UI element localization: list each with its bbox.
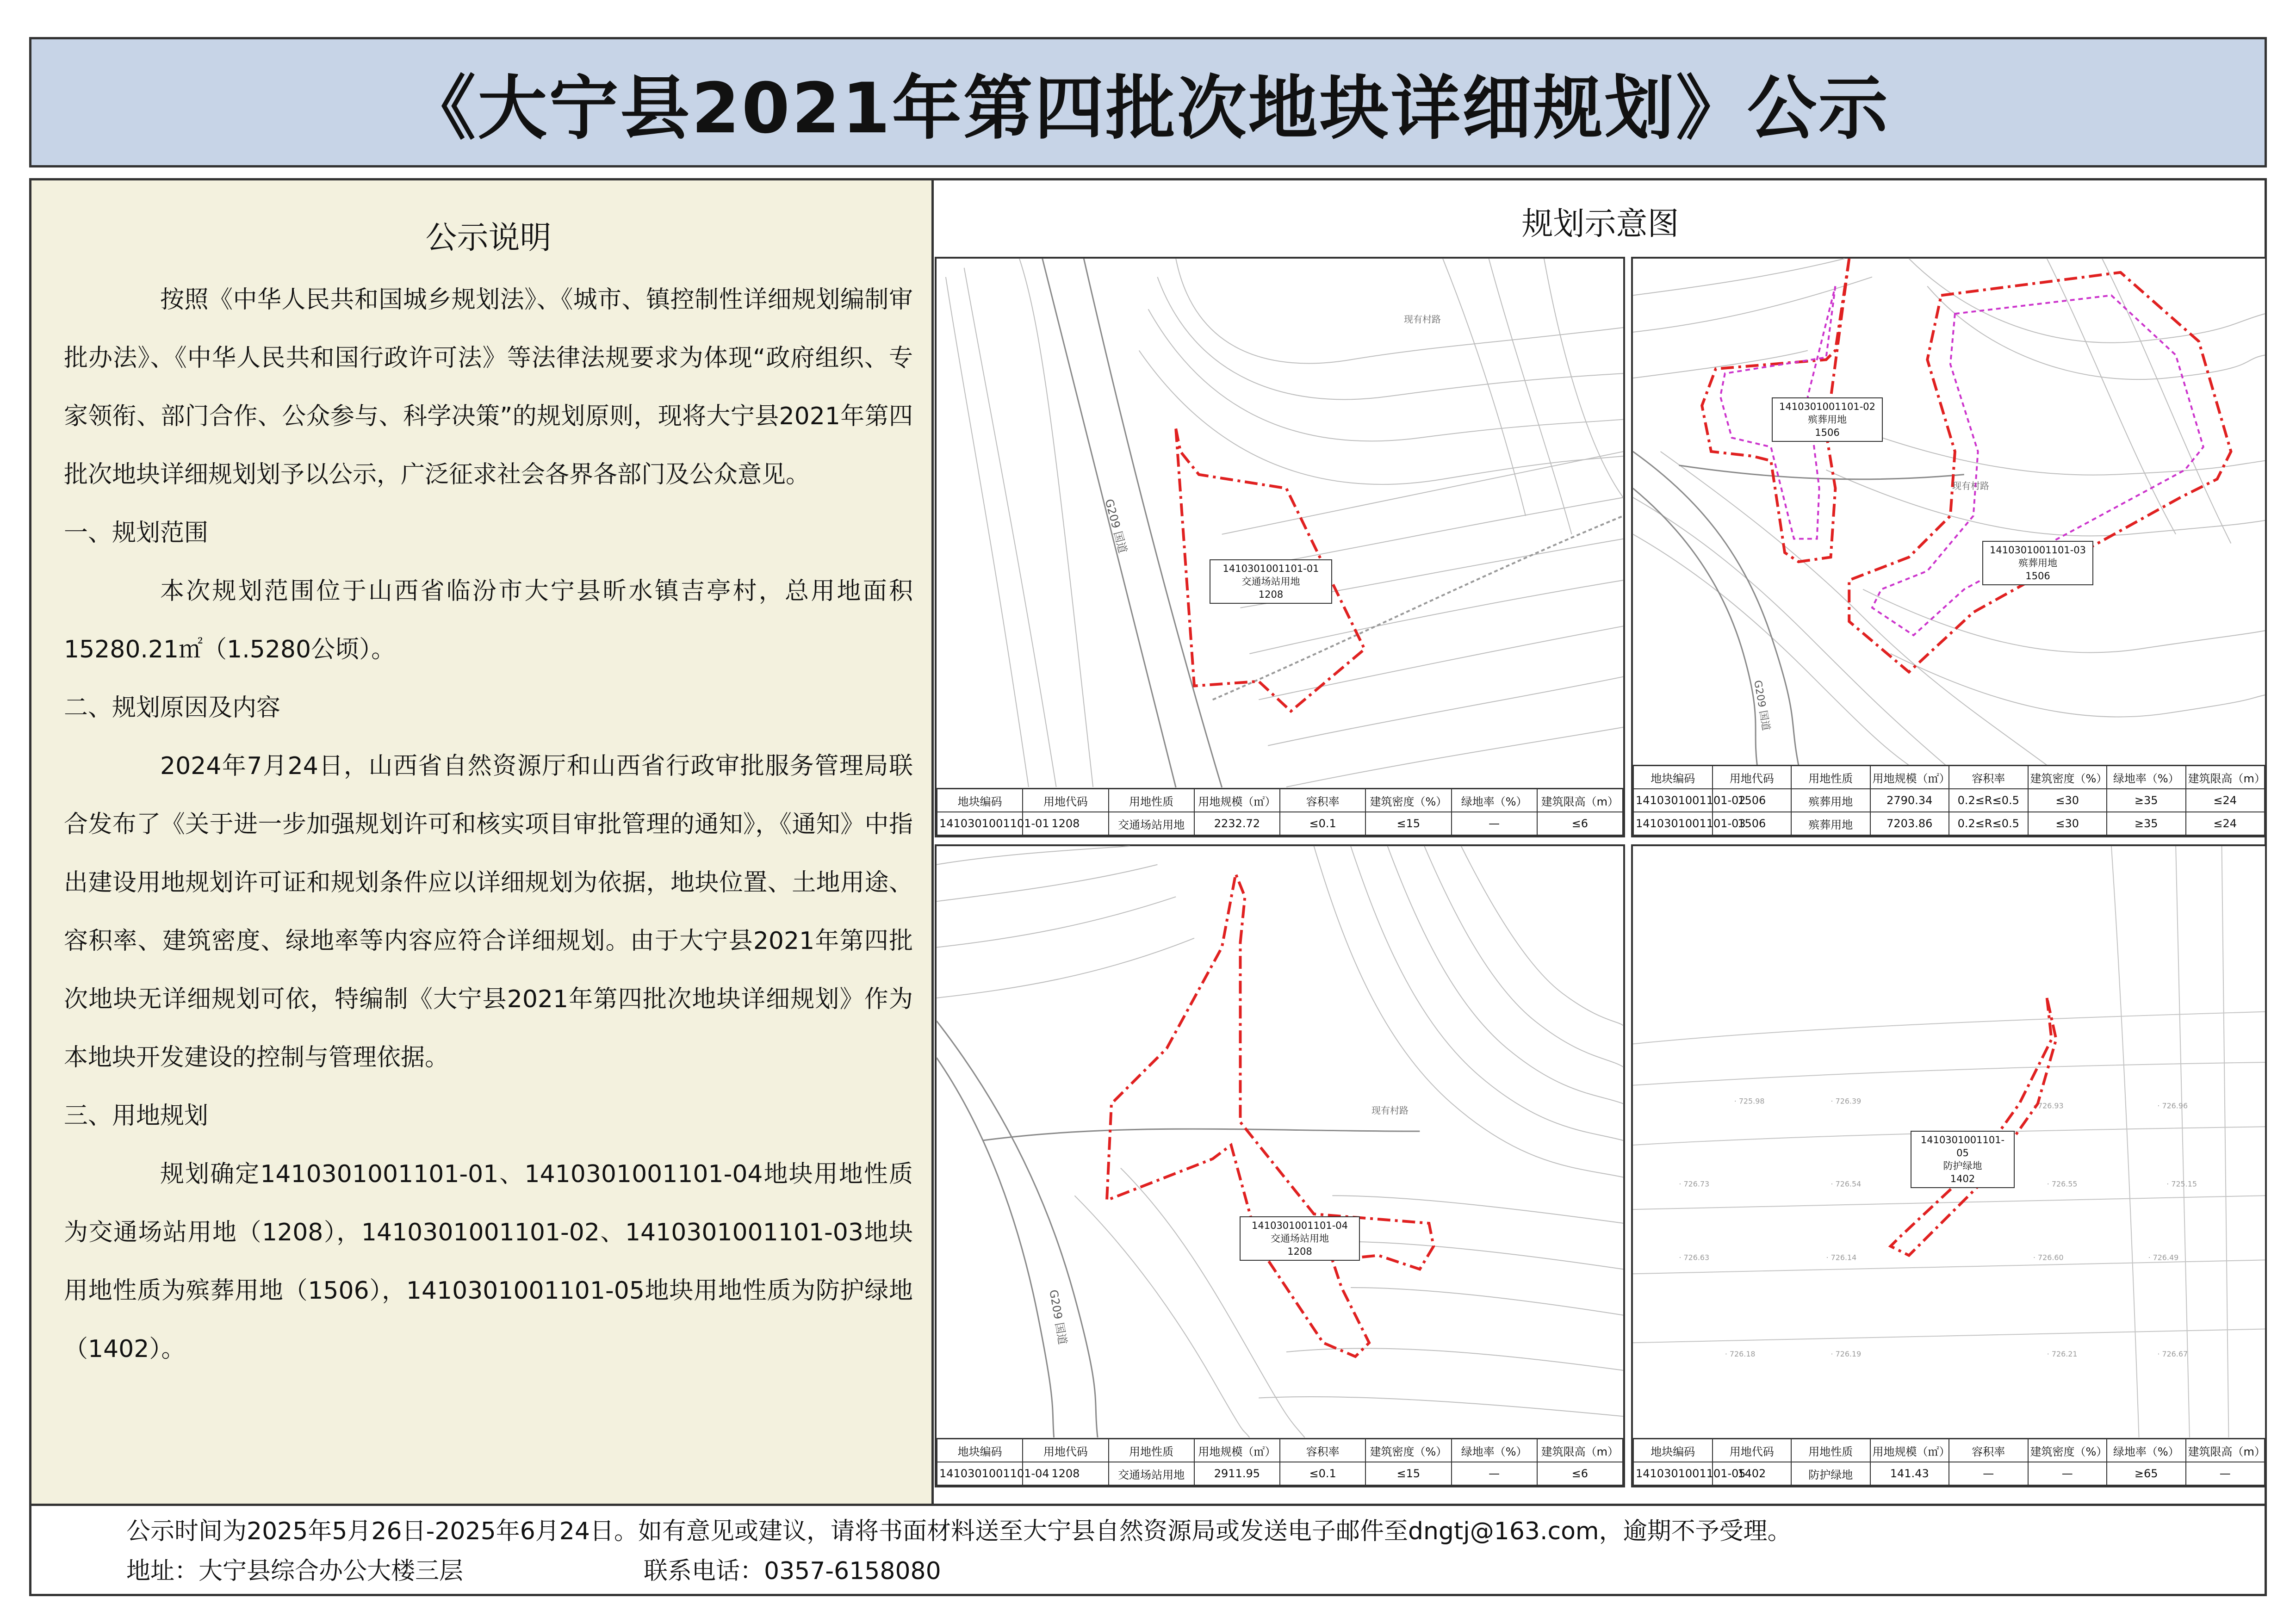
svg-text:· 726.96: · 726.96 [2157,1101,2188,1110]
svg-text:· 726.14: · 726.14 [1826,1253,1857,1262]
svg-text:· 725.98: · 725.98 [1734,1096,1765,1106]
table-header-row: 地块编码 用地代码 用地性质 用地规模（㎡） 容积率 建筑密度（%） 绿地率（%） 建筑限高（m） [937,789,1623,812]
road-label-g209: G209 国道 [1751,679,1772,732]
table-row: 1410301001101-05 1402 防护绿地 141.43 — — ≥65 — [1633,1462,2265,1485]
svg-text:· 726.55: · 726.55 [2047,1179,2078,1189]
map-drawing-3 [937,846,1623,1437]
table-header-row: 地块编码 用地代码 用地性质 用地规模（㎡） 容积率 建筑密度（%） 绿地率（%） 建筑限高（m） [937,1439,1623,1462]
plan-diagram-heading: 规划示意图 [1521,206,1679,242]
footer [29,1506,2267,1596]
phone-number: 联系电话：0357-6158080 [644,1557,941,1585]
village-road-label: 现有村路 [1404,314,1441,325]
site-map-4 [1633,846,2265,1437]
road-label-g209: G209 国道 [1102,497,1129,555]
site-map-3 [937,846,1623,1437]
parcel-label-01: 1410301001101-01 交通场站用地 1208 [1210,559,1332,604]
map-drawing-2 [1633,259,2265,765]
table-row: 1410301001101-01 1208 交通场站用地 2232.72 ≤0.1 ≤15 — ≤6 [937,812,1623,835]
table-header-row: 地块编码 用地代码 用地性质 用地规模（㎡） 容积率 建筑密度（%） 绿地率（%） 建筑限高（m） [1633,766,2265,789]
intro-paragraph: 按照《中华人民共和国城乡规划法》、《城市、镇控制性详细规划编制审批办法》、《中华人民共和国行政许可法》等法律法规要求为体现“政府组织、专家领衔、部门合作、公众参与、科学决策”的规划原则，现将大宁县2021年第四批次地块详细规划划予以公示，广泛征求社会各界各部门及公众意见。 [64,286,913,489]
section1-text: 本次规划范围位于山西省临汾市大宁县昕水镇吉亭村，总用地面积15280.21㎡（1.5280公顷）。 [64,577,913,663]
table-row: 1410301001101-03 1506 殡葬用地 7203.86 0.2≤R≤0.5 ≤30 ≥35 ≤24 [1633,812,2265,835]
table-row: 1410301001101-04 1208 交通场站用地 2911.95 ≤0.1 ≤15 — ≤6 [937,1462,1623,1485]
parcel-table-3 [937,1438,1623,1486]
section3-text: 规划确定1410301001101-01、1410301001101-04地块用地性质为交通场站用地（1208），1410301001101-02、1410301001101-03地块用地性质为殡葬用地（1506），1410301001101-05地块用地性质为防护绿地（1402）。 [64,1160,913,1363]
notice-explanation-panel [29,178,934,1506]
site-map-2 [1633,259,2265,765]
svg-text:· 726.93: · 726.93 [2033,1101,2064,1110]
parcel-label-03: 1410301001101-03 殡葬用地 1506 [1982,541,2093,585]
title-banner [29,37,2267,167]
svg-text:· 726.60: · 726.60 [2033,1253,2064,1262]
svg-text:· 726.19: · 726.19 [1831,1350,1862,1359]
map-drawing-1 [937,259,1623,787]
svg-text:· 725.15: · 725.15 [2166,1179,2197,1189]
parcel-table-4 [1633,1438,2265,1486]
svg-text:· 726.67: · 726.67 [2157,1350,2188,1359]
village-road-label: 现有村路 [1371,1105,1409,1116]
map-plate-1 [935,257,1625,837]
notice-heading: 公示说明 [425,220,552,256]
page-title: 《大宁县2021年第四批次地块详细规划》公示 [406,68,1890,149]
parcel-label-02: 1410301001101-02 殡葬用地 1506 [1772,397,1883,442]
parcel-table-2 [1633,765,2265,836]
section2-title: 二、规划原因及内容 [64,694,281,722]
village-road-label: 现有村路 [1952,480,1989,491]
map-plate-3 [935,844,1625,1487]
svg-text:· 726.39: · 726.39 [1831,1096,1862,1106]
parcel-label-05: 1410301001101-05 防护绿地 1402 [1911,1131,2015,1188]
contact-line [126,1551,2265,1591]
svg-text:· 726.54: · 726.54 [1831,1179,1862,1189]
parcel-label-04: 1410301001101-04 交通场站用地 1208 [1240,1216,1360,1261]
parcel-table-1 [937,788,1623,836]
section3-title: 三、用地规划 [64,1102,209,1130]
parcel-boundary-05 [1891,998,2056,1256]
section2-text: 2024年7月24日，山西省自然资源厅和山西省行政审批服务管理局联合发布了《关于进一步加强规划许可和核实项目审批管理的通知》，《通知》中指出建设用地规划许可证和规划条件应以详细规划为依据，地块位置、土地用途、容积率、建筑密度、绿地率等内容应符合详细规划。由于大宁县2021年第四批次地块无详细规划可依，特编制《大宁县2021年第四批次地块详细规划》作为本地块开发建设的控制与管理依据。 [64,752,913,1072]
site-map-1 [937,259,1623,787]
table-header-row: 地块编码 用地代码 用地性质 用地规模（㎡） 容积率 建筑密度（%） 绿地率（%） 建筑限高（m） [1633,1439,2265,1462]
map-plate-2 [1631,257,2267,837]
notice-period: 公示时间为2025年5月26日-2025年6月24日。如有意见或建议，请将书面材料送至大宁县自然资源局或发送电子邮件至dngtj@163.com，逾期不予受理。 [126,1518,1792,1545]
table-row: 1410301001101-02 1506 殡葬用地 2790.34 0.2≤R≤0.5 ≤30 ≥35 ≤24 [1633,789,2265,812]
svg-text:· 726.49: · 726.49 [2148,1253,2179,1262]
svg-text:· 726.63: · 726.63 [1679,1253,1710,1262]
svg-text:· 726.73: · 726.73 [1679,1179,1710,1189]
address: 地址：大宁县综合办公大楼三层 [126,1557,464,1585]
map-plate-4 [1631,844,2267,1487]
road-label-g209: G209 国道 [1047,1288,1069,1346]
svg-text:· 726.21: · 726.21 [2047,1350,2078,1359]
svg-text:· 726.18: · 726.18 [1725,1350,1756,1359]
section1-title: 一、规划范围 [64,519,209,547]
